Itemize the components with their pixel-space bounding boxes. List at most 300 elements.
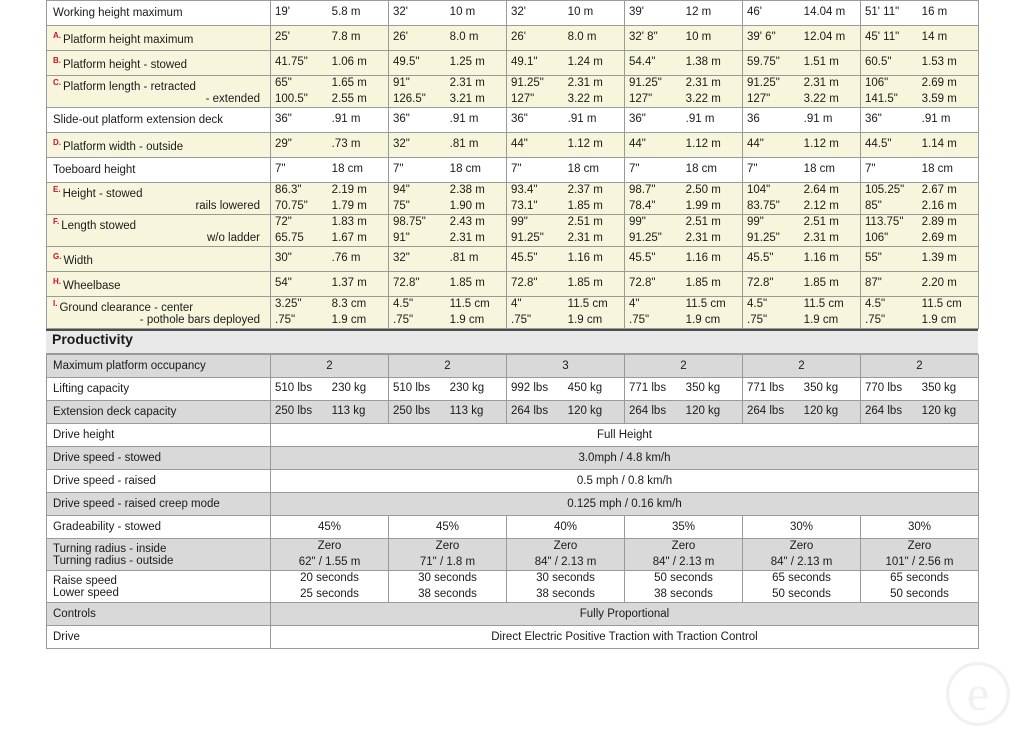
page-left-margin <box>0 0 46 731</box>
spec-value-imperial: 29" <box>275 138 292 151</box>
productivity-label-text: Extension deck capacity <box>53 406 177 419</box>
spec-value-cell <box>271 76 389 108</box>
spec-value-metric-2: 2.31 m <box>567 231 603 244</box>
productivity-row-label <box>47 355 271 378</box>
spec-value-metric: .91 m <box>449 113 479 126</box>
productivity-label-text: Drive speed - raised creep mode <box>53 498 220 511</box>
spec-value-metric: 2.20 m <box>921 277 957 290</box>
spec-value-metric-2: 2.31 m <box>803 231 839 244</box>
spec-value-metric-2: 1.9 cm <box>921 313 957 326</box>
spec-row-label <box>47 1 271 26</box>
spec-value-metric-2: 1.9 cm <box>685 313 721 326</box>
spec-value-cell <box>271 133 389 158</box>
productivity-value-cell: 30% <box>861 516 979 539</box>
spec-value-imperial: 25' <box>275 31 290 44</box>
spec-row-label <box>47 76 271 108</box>
spec-row-label <box>47 158 271 183</box>
table-row <box>47 424 979 447</box>
spec-value-cell <box>271 297 389 329</box>
spec-marker: E. <box>53 185 61 195</box>
spec-value-metric-2: 1.9 cm <box>803 313 839 326</box>
productivity-value-metric: 350 kg <box>685 382 721 395</box>
spec-value-metric: .91 m <box>685 113 715 126</box>
spec-value-imperial: 4.5" <box>865 298 886 311</box>
spec-value-metric: 1.24 m <box>567 56 603 69</box>
spec-value-imperial-2: 83.75" <box>747 199 780 212</box>
table-row <box>47 571 979 603</box>
productivity-row-label <box>47 603 271 626</box>
table-row <box>47 76 979 108</box>
productivity-value-line1: Zero <box>671 540 696 553</box>
spec-value-imperial: 45.5" <box>629 252 656 265</box>
spec-value-metric: 1.12 m <box>685 138 721 151</box>
spec-label-text: Platform width - outside <box>63 140 184 153</box>
spec-value-imperial-2: 85" <box>865 199 882 212</box>
spec-value-cell <box>271 158 389 183</box>
spec-value-cell <box>625 1 743 26</box>
spec-value-cell <box>389 76 507 108</box>
productivity-value-cell: 45% <box>389 516 507 539</box>
spec-value-cell <box>743 183 861 215</box>
spec-value-imperial: 104" <box>747 184 771 197</box>
productivity-row-label <box>47 447 271 470</box>
table-row <box>47 297 979 329</box>
spec-value-metric: 11.5 cm <box>567 298 608 311</box>
productivity-value-imperial: 770 lbs <box>865 382 903 395</box>
spec-value-metric: 2.38 m <box>449 184 485 197</box>
spec-value-imperial: 41.75" <box>275 56 308 69</box>
spec-value-metric: 8.0 m <box>449 31 479 44</box>
productivity-value-line2: 62" / 1.55 m <box>298 555 361 568</box>
spec-value-imperial: 91" <box>393 77 410 89</box>
spec-value-metric: .76 m <box>331 252 361 265</box>
spec-value-metric: .91 m <box>803 113 833 126</box>
spec-value-metric: 2.43 m <box>449 216 485 229</box>
spec-value-cell <box>389 272 507 297</box>
spec-value-imperial: 7" <box>275 163 286 176</box>
productivity-value-line2: 71" / 1.8 m <box>419 555 476 568</box>
productivity-value-metric: 120 kg <box>567 405 603 418</box>
spec-marker: H. <box>53 276 61 286</box>
table-row <box>47 378 979 401</box>
spec-value-imperial: 36" <box>393 113 410 126</box>
productivity-value-cell <box>389 571 507 603</box>
spec-value-imperial-2: 91.25" <box>629 231 662 244</box>
spec-marker: B. <box>53 55 61 65</box>
productivity-value-metric: 350 kg <box>921 382 957 395</box>
table-row <box>47 158 979 183</box>
spec-value-metric: 2.37 m <box>567 184 603 197</box>
spec-value-cell <box>861 133 979 158</box>
table-row <box>47 447 979 470</box>
table-row <box>47 108 979 133</box>
spec-label-text: Platform length - retracted <box>63 80 196 93</box>
spec-value-imperial: 45.5" <box>511 252 538 265</box>
productivity-label-text: Drive <box>53 631 80 644</box>
spec-value-metric: 1.06 m <box>331 56 367 69</box>
spec-value-metric: .91 m <box>567 113 597 126</box>
spec-value-metric: 1.51 m <box>803 56 839 69</box>
productivity-label-text: Drive speed - stowed <box>53 452 162 465</box>
productivity-row-label <box>47 571 271 603</box>
spec-label-text: Wheelbase <box>63 279 121 292</box>
spec-value-metric-2: 1.90 m <box>449 199 485 212</box>
spec-value-metric-2: 3.21 m <box>449 92 485 105</box>
spec-value-imperial: 54" <box>275 277 292 290</box>
productivity-value-cell <box>743 401 861 424</box>
spec-row-label <box>47 133 271 158</box>
spec-value-cell <box>625 26 743 51</box>
spec-value-imperial: 36" <box>511 113 528 126</box>
spec-value-cell <box>625 51 743 76</box>
spec-value-imperial: 32' <box>393 6 408 19</box>
table-row <box>47 215 979 247</box>
spec-value-cell <box>861 272 979 297</box>
spec-value-metric: 2.50 m <box>685 184 721 197</box>
table-row <box>47 603 979 626</box>
spec-value-imperial: 26' <box>393 31 408 44</box>
productivity-value-line2: 84" / 2.13 m <box>770 555 833 568</box>
spec-value-imperial: 44" <box>747 138 764 151</box>
spec-value-imperial: 3.25" <box>275 298 302 311</box>
spec-value-cell <box>743 76 861 108</box>
productivity-value-imperial: 992 lbs <box>511 382 549 395</box>
spec-marker: C. <box>53 78 61 88</box>
productivity-value-metric: 113 kg <box>449 405 484 418</box>
productivity-label-text: Turning radius - inside <box>53 542 167 555</box>
productivity-row-label <box>47 539 271 571</box>
spec-value-cell <box>507 247 625 272</box>
spec-value-cell <box>743 1 861 26</box>
spec-value-cell <box>507 1 625 26</box>
spec-value-imperial-2: .75" <box>393 313 414 326</box>
productivity-value-line1: Zero <box>435 540 460 553</box>
spec-value-cell <box>507 51 625 76</box>
spec-value-metric: 5.8 m <box>331 6 361 19</box>
spec-value-imperial-2: 91" <box>393 231 410 244</box>
watermark-logo-icon <box>940 661 1016 727</box>
spec-value-cell <box>743 158 861 183</box>
spec-value-imperial: 91.25" <box>747 77 780 89</box>
spec-value-cell <box>271 51 389 76</box>
spec-value-cell <box>507 183 625 215</box>
productivity-value-imperial: 264 lbs <box>629 405 667 418</box>
spec-label-sub: rails lowered <box>195 199 260 212</box>
spec-value-metric: 1.85 m <box>685 277 721 290</box>
spec-value-cell <box>389 158 507 183</box>
table-row <box>47 355 979 378</box>
spec-value-metric: 18 cm <box>567 163 599 176</box>
spec-value-imperial: 99" <box>511 216 528 229</box>
productivity-value-cell <box>743 571 861 603</box>
spec-value-metric: 1.12 m <box>803 138 839 151</box>
spec-label-sub: - extended <box>205 92 260 105</box>
spec-value-imperial: 49.5" <box>393 56 420 69</box>
spec-value-cell <box>743 133 861 158</box>
productivity-value-line2: 50 seconds <box>890 587 949 600</box>
productivity-value-cell <box>389 401 507 424</box>
productivity-value-cell: 2 <box>271 355 389 378</box>
spec-value-metric: 2.31 m <box>685 77 721 89</box>
spec-value-metric-2: 1.99 m <box>685 199 721 212</box>
productivity-value-cell <box>743 378 861 401</box>
productivity-value-cell: 30% <box>743 516 861 539</box>
productivity-value-metric: 120 kg <box>921 405 957 418</box>
spec-value-metric: 2.64 m <box>803 184 839 197</box>
productivity-value-line1: 65 seconds <box>772 572 831 585</box>
spec-value-metric: 2.51 m <box>685 216 721 229</box>
spec-value-metric: 11.5 cm <box>803 298 844 311</box>
spec-value-imperial: 87" <box>865 277 882 290</box>
spec-value-cell <box>389 26 507 51</box>
spec-value-metric: 10 m <box>449 6 476 19</box>
spec-value-cell <box>743 51 861 76</box>
productivity-value-line1: Zero <box>553 540 578 553</box>
spec-label-sub: - pothole bars deployed <box>139 314 260 327</box>
specifications-table <box>46 0 979 329</box>
productivity-value-cell <box>861 539 979 571</box>
spec-value-cell <box>743 108 861 133</box>
spec-value-metric: 2.69 m <box>921 77 957 89</box>
spec-value-imperial-2: 91.25" <box>747 231 780 244</box>
spec-value-metric: .81 m <box>449 138 479 151</box>
productivity-value-cell: 2 <box>861 355 979 378</box>
spec-value-cell <box>625 108 743 133</box>
spec-value-metric: 10 m <box>685 31 712 44</box>
spec-value-metric-2: 2.12 m <box>803 199 839 212</box>
spec-value-cell <box>625 297 743 329</box>
productivity-row-label <box>47 378 271 401</box>
spec-value-imperial: 98.75" <box>393 216 426 229</box>
spec-value-cell <box>389 1 507 26</box>
spec-value-metric: 1.53 m <box>921 56 957 69</box>
productivity-row-label <box>47 470 271 493</box>
table-row <box>47 183 979 215</box>
spec-value-metric-2: 2.16 m <box>921 199 957 212</box>
productivity-row-label <box>47 626 271 649</box>
spec-value-metric: 2.51 m <box>567 216 603 229</box>
spec-value-imperial-2: 73.1" <box>511 199 538 212</box>
spec-value-metric: .73 m <box>331 138 361 151</box>
spec-label-text: Toeboard height <box>53 164 136 177</box>
spec-value-metric: 7.8 m <box>331 31 361 44</box>
spec-value-imperial-2: 127" <box>747 92 771 105</box>
spec-value-metric: 12.04 m <box>803 31 846 44</box>
spec-value-imperial-2: 100.5" <box>275 92 308 105</box>
productivity-value-cell <box>389 378 507 401</box>
productivity-value-line1: Zero <box>789 540 814 553</box>
table-row <box>47 51 979 76</box>
spec-value-imperial-2: .75" <box>747 313 768 326</box>
spec-value-imperial: 36 <box>747 113 760 126</box>
table-row <box>47 539 979 571</box>
spec-value-cell <box>507 215 625 247</box>
spec-value-metric: 1.65 m <box>331 77 367 89</box>
table-row <box>47 247 979 272</box>
productivity-span-value: Full Height <box>271 424 979 447</box>
productivity-value-imperial: 264 lbs <box>865 405 903 418</box>
spec-value-cell <box>625 247 743 272</box>
spec-value-metric: 2.89 m <box>921 216 957 229</box>
table-row <box>47 26 979 51</box>
spec-value-cell <box>507 158 625 183</box>
productivity-value-imperial: 250 lbs <box>275 405 313 418</box>
spec-value-imperial: 99" <box>629 216 646 229</box>
productivity-value-cell <box>507 401 625 424</box>
spec-value-metric: 18 cm <box>921 163 953 176</box>
productivity-span-value: Direct Electric Positive Traction with Traction Control <box>271 626 979 649</box>
spec-value-imperial-2: 127" <box>629 92 653 105</box>
spec-value-imperial: 36" <box>865 113 882 126</box>
spec-value-imperial: 19' <box>275 6 290 19</box>
spec-value-metric: 1.38 m <box>685 56 721 69</box>
spec-value-imperial: 99" <box>747 216 764 229</box>
spec-marker: F. <box>53 217 60 227</box>
productivity-value-cell: 2 <box>625 355 743 378</box>
spec-label-text: Height - stowed <box>62 187 143 200</box>
spec-value-metric: 18 cm <box>449 163 481 176</box>
productivity-label-text: Drive speed - raised <box>53 475 156 488</box>
productivity-value-imperial: 250 lbs <box>393 405 431 418</box>
spec-marker: I. <box>53 299 58 309</box>
spec-value-metric: 18 cm <box>331 163 363 176</box>
spec-value-imperial-2: .75" <box>511 313 532 326</box>
spec-value-metric-2: 2.55 m <box>331 92 367 105</box>
spec-value-imperial-2: 65.75 <box>275 231 304 244</box>
productivity-value-cell: 35% <box>625 516 743 539</box>
productivity-value-cell: 2 <box>389 355 507 378</box>
spec-value-imperial-2: 78.4" <box>629 199 656 212</box>
productivity-value-line1: 50 seconds <box>654 572 713 585</box>
productivity-value-cell <box>507 378 625 401</box>
productivity-value-imperial: 771 lbs <box>747 382 785 395</box>
productivity-value-cell <box>743 539 861 571</box>
spec-value-imperial: 93.4" <box>511 184 538 197</box>
spec-value-imperial-2: 70.75" <box>275 199 308 212</box>
spec-value-metric: 8.0 m <box>567 31 597 44</box>
productivity-value-metric: 120 kg <box>803 405 839 418</box>
productivity-value-cell <box>625 571 743 603</box>
productivity-value-line2: 84" / 2.13 m <box>652 555 715 568</box>
spec-value-metric: 14 m <box>921 31 948 44</box>
spec-value-metric: 1.85 m <box>803 277 839 290</box>
spec-value-imperial: 72.8" <box>511 277 538 290</box>
spec-value-imperial: 72.8" <box>747 277 774 290</box>
productivity-value-line2: 38 seconds <box>418 587 477 600</box>
spec-value-metric-2: 3.22 m <box>567 92 603 105</box>
productivity-value-line1: 30 seconds <box>418 572 477 585</box>
productivity-value-line1: Zero <box>907 540 932 553</box>
productivity-value-line2: 101" / 2.56 m <box>885 555 954 568</box>
spec-value-cell <box>271 1 389 26</box>
spec-value-cell <box>389 133 507 158</box>
productivity-value-cell <box>861 401 979 424</box>
productivity-label-text-2: Turning radius - outside <box>53 554 174 567</box>
spec-value-cell <box>625 76 743 108</box>
spec-label-text: Ground clearance - center <box>59 302 194 315</box>
productivity-value-metric: 230 kg <box>331 382 367 395</box>
spec-value-imperial: 59.75" <box>747 56 780 69</box>
spec-row-label <box>47 247 271 272</box>
productivity-value-line2: 38 seconds <box>654 587 713 600</box>
spec-value-imperial: 39' 6" <box>747 31 776 44</box>
spec-value-imperial: 65" <box>275 77 292 89</box>
productivity-value-cell <box>625 539 743 571</box>
productivity-value-metric: 230 kg <box>449 382 485 395</box>
spec-value-cell <box>861 51 979 76</box>
productivity-value-cell <box>507 571 625 603</box>
productivity-value-line1: 20 seconds <box>300 572 359 585</box>
spec-value-metric: .81 m <box>449 252 479 265</box>
spec-value-imperial-2: 91.25" <box>511 231 544 244</box>
spec-value-metric: .91 m <box>921 113 951 126</box>
spec-value-cell <box>389 247 507 272</box>
productivity-value-line2: 84" / 2.13 m <box>534 555 597 568</box>
productivity-row-label <box>47 493 271 516</box>
spec-value-imperial: 7" <box>865 163 876 176</box>
productivity-span-value: Fully Proportional <box>271 603 979 626</box>
productivity-value-metric: 120 kg <box>685 405 721 418</box>
productivity-value-imperial: 510 lbs <box>393 382 431 395</box>
spec-value-cell <box>389 51 507 76</box>
table-row <box>47 470 979 493</box>
spec-value-imperial: 44.5" <box>865 138 892 151</box>
spec-value-imperial: 46' <box>747 6 762 19</box>
spec-value-cell <box>743 247 861 272</box>
spec-value-cell <box>743 297 861 329</box>
spec-value-metric: 1.12 m <box>567 138 603 151</box>
productivity-label-text: Lifting capacity <box>53 383 130 396</box>
spec-value-imperial: 44" <box>629 138 646 151</box>
spec-value-metric: 8.3 cm <box>331 298 367 311</box>
spec-value-imperial: 51' 11" <box>865 6 900 19</box>
spec-value-metric: 11.5 cm <box>685 298 726 311</box>
spec-value-metric: 14.04 m <box>803 6 846 19</box>
productivity-value-cell <box>507 539 625 571</box>
productivity-label-text: Controls <box>53 608 96 621</box>
spec-value-metric: 12 m <box>685 6 712 19</box>
spec-label-text: Platform height - stowed <box>63 58 188 71</box>
spec-value-metric: 18 cm <box>803 163 835 176</box>
spec-value-cell <box>389 297 507 329</box>
spec-value-imperial-2: .75" <box>629 313 650 326</box>
spec-value-cell <box>389 108 507 133</box>
spec-value-imperial-2: 141.5" <box>865 92 898 105</box>
productivity-row-label <box>47 424 271 447</box>
spec-value-imperial-2: 127" <box>511 92 535 105</box>
productivity-section <box>46 329 978 354</box>
spec-value-metric: .91 m <box>331 113 361 126</box>
spec-value-imperial: 106" <box>865 77 889 89</box>
spec-value-metric: 2.51 m <box>803 216 839 229</box>
spec-value-imperial: 32' 8" <box>629 31 658 44</box>
spec-row-label <box>47 215 271 247</box>
spec-value-cell <box>271 26 389 51</box>
spec-value-imperial: 45.5" <box>747 252 774 265</box>
spec-value-imperial: 60.5" <box>865 56 892 69</box>
spec-value-imperial: 4" <box>629 298 640 311</box>
productivity-value-line2: 38 seconds <box>536 587 595 600</box>
spec-value-cell <box>271 108 389 133</box>
spec-value-metric: 2.31 m <box>803 77 839 89</box>
productivity-span-value: 0.5 mph / 0.8 km/h <box>271 470 979 493</box>
spec-value-imperial: 4.5" <box>393 298 414 311</box>
spec-value-imperial: 36" <box>629 113 646 126</box>
spec-value-metric-2: 3.22 m <box>803 92 839 105</box>
spec-row-label <box>47 297 271 329</box>
spec-value-imperial: 54.4" <box>629 56 656 69</box>
productivity-value-line1: 30 seconds <box>536 572 595 585</box>
